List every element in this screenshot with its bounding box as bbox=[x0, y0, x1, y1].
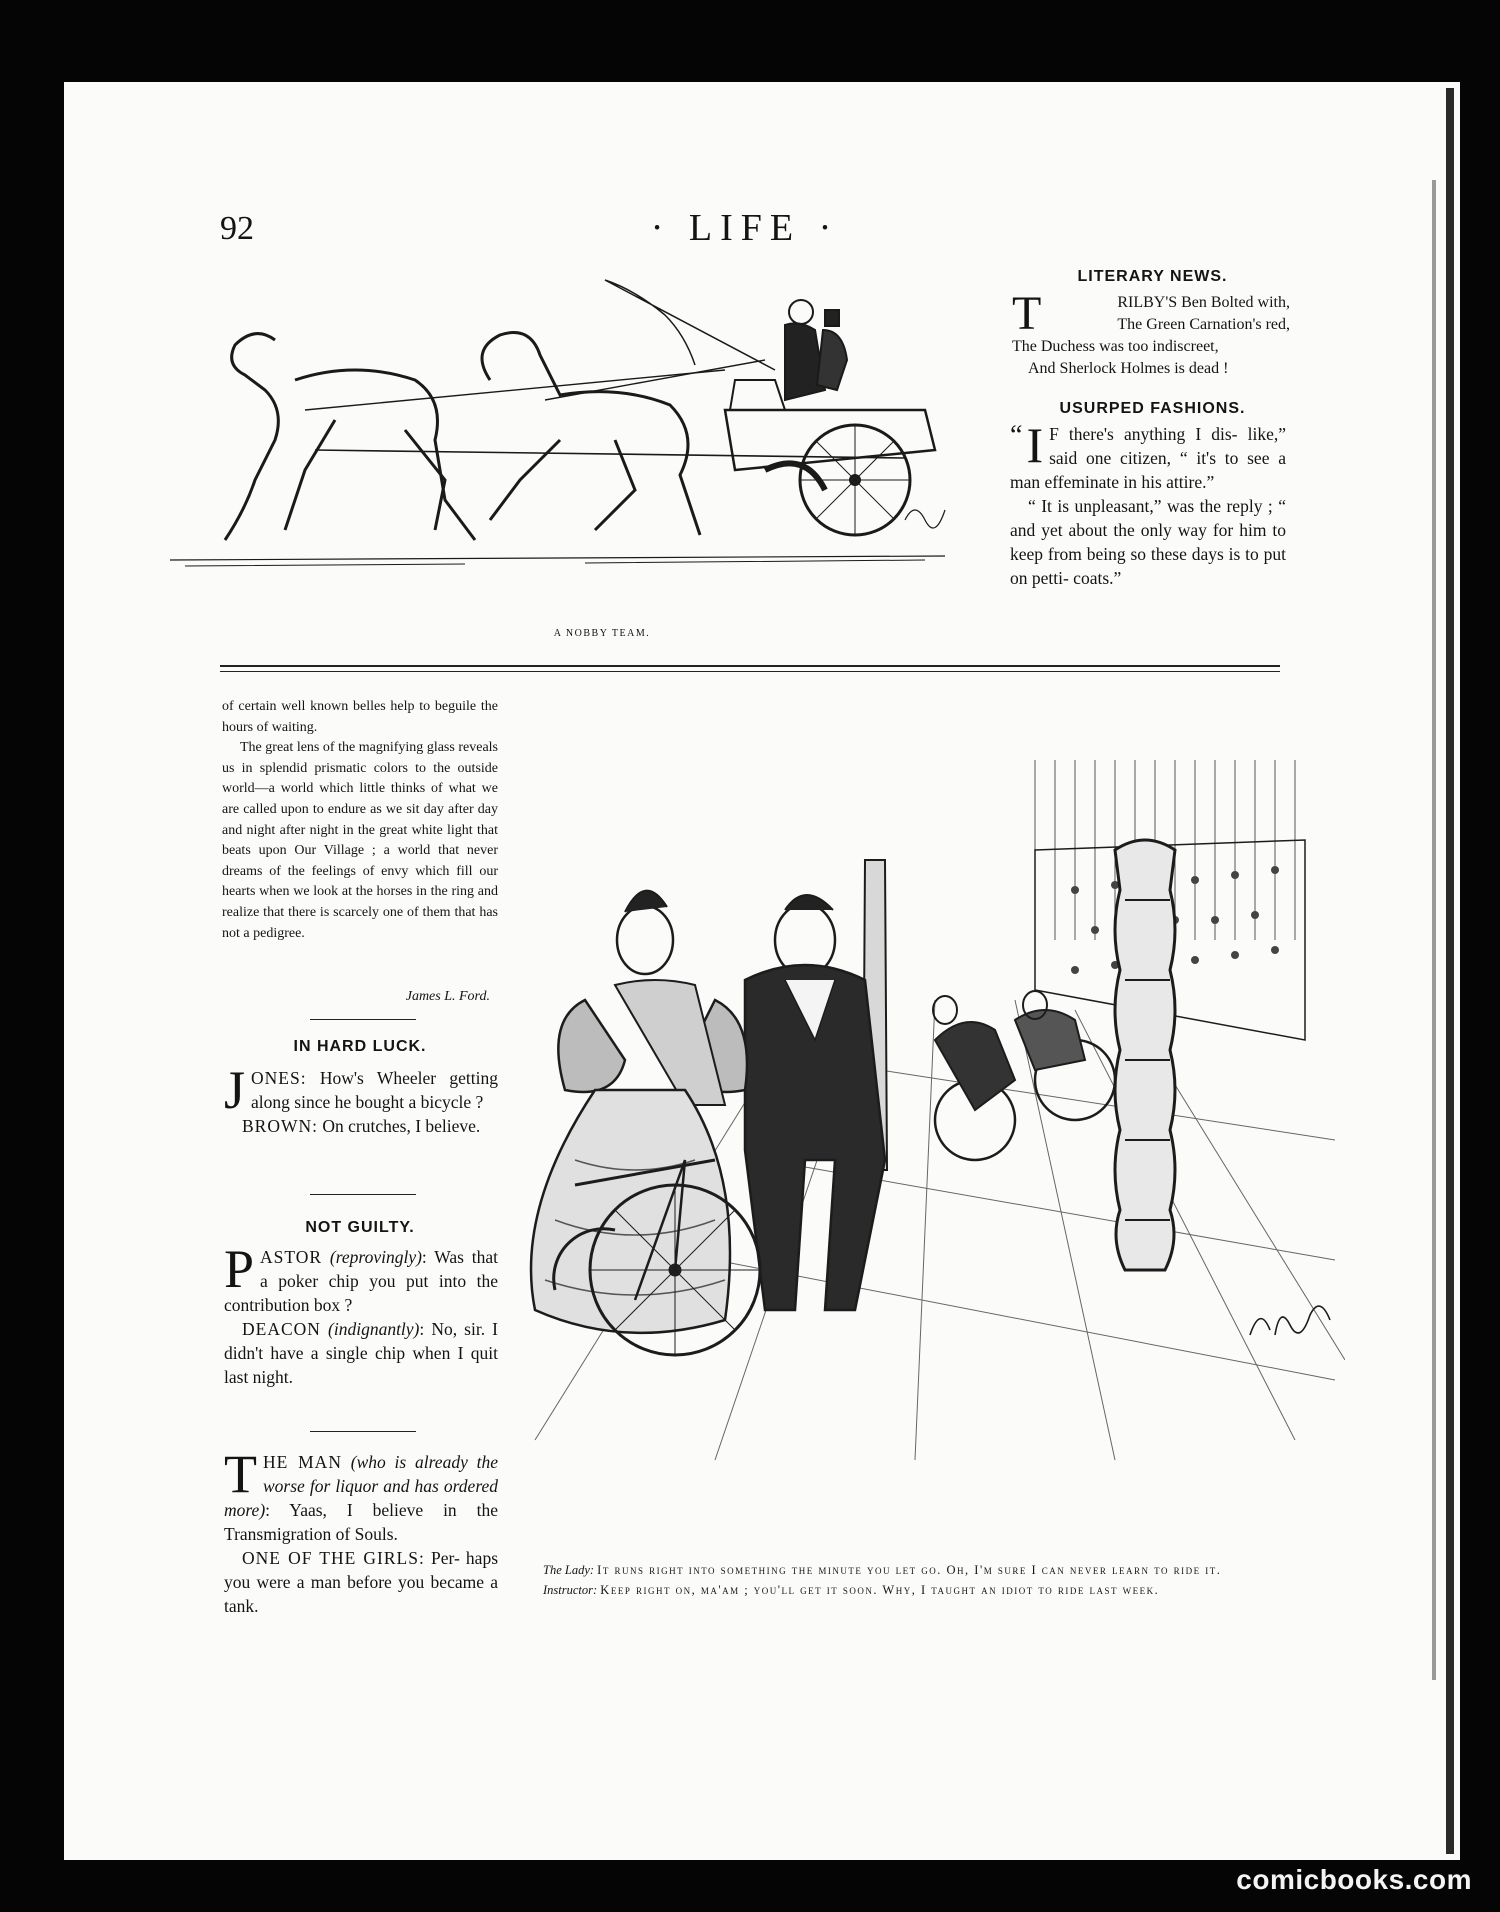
page-binding-edge bbox=[1446, 88, 1454, 1854]
caption-line-lady: The Lady: It runs right into something the minute you let go. Oh, I'm sure I can never learn to ride it. bbox=[543, 1563, 1222, 1577]
paragraph: DEACON (indignantly): No, sir. I didn't have a single chip when I quit last night. bbox=[224, 1319, 498, 1387]
section-divider bbox=[220, 665, 1280, 667]
drop-cap: J bbox=[224, 1060, 246, 1120]
hard-luck-text bbox=[224, 1060, 498, 1138]
poem-line: And Sherlock Holmes is dead ! bbox=[1028, 360, 1229, 377]
paragraph: of certain well known belles help to beguile the hours of waiting. bbox=[222, 699, 498, 735]
poem-line: RILBY'S Ben Bolted with, bbox=[1117, 294, 1290, 311]
literary-news-heading: LITERARY NEWS. bbox=[1077, 268, 1228, 285]
carriage-illustration bbox=[165, 270, 955, 580]
drop-cap: T bbox=[1012, 287, 1042, 340]
poem-line: The Duchess was too indiscreet, bbox=[1012, 338, 1219, 355]
ford-article bbox=[222, 697, 498, 944]
short-divider bbox=[310, 1431, 416, 1432]
hard-luck-heading: IN HARD LUCK. bbox=[293, 1038, 427, 1055]
paragraph: ONE OF THE GIRLS: Per- haps you were a man before you became a tank. bbox=[224, 1548, 499, 1616]
short-divider bbox=[310, 1019, 416, 1020]
paragraph: P ASTOR (reprovingly): Was that a poker chip you put into the contribution box ? bbox=[224, 1239, 498, 1315]
the-man-text bbox=[224, 1444, 499, 1618]
paragraph: J ONES: How's Wheeler getting along since he bought a bicycle ? bbox=[224, 1060, 498, 1120]
caption-line-instructor: Instructor: Keep right on, ma'am ; you'll get it soon. Why, I taught an idiot to ride last week. bbox=[543, 1583, 1160, 1597]
page-fold-line bbox=[1432, 180, 1436, 1680]
top-illustration-caption: A NOBBY TEAM. bbox=[553, 628, 651, 639]
short-divider bbox=[310, 1194, 416, 1195]
not-guilty-text bbox=[224, 1239, 498, 1389]
poem-line: The Green Carnation's red, bbox=[1117, 316, 1290, 333]
watermark: comicbooks.com bbox=[1236, 1864, 1472, 1895]
paragraph: BROWN: On crutches, I believe. bbox=[242, 1116, 481, 1136]
masthead-title: · LIFE · bbox=[650, 207, 840, 249]
section-divider bbox=[220, 671, 1280, 672]
paragraph: “ It is unpleasant,” was the reply ; “ and yet about the only way for him to keep from being so these days is to put on petti- coats.” bbox=[1010, 496, 1286, 588]
usurped-fashions-text bbox=[1010, 417, 1286, 590]
usurped-fashions-heading: USURPED FASHIONS. bbox=[1059, 400, 1246, 417]
bicycle-caption bbox=[525, 1560, 1295, 1600]
author-signature: James L. Ford. bbox=[405, 989, 490, 1004]
not-guilty-heading: NOT GUILTY. bbox=[305, 1219, 415, 1236]
page-number: 92 bbox=[220, 210, 254, 247]
drop-cap: T bbox=[224, 1444, 257, 1504]
bicycle-lesson-illustration bbox=[515, 740, 1345, 1480]
paragraph: T HE MAN (who is already the worse for liquor and has ordered more): Yaas, I believe in the Transmigration of Souls. bbox=[224, 1444, 499, 1544]
paragraph: “ I F there's anything I dis- like,” said one citizen, “ it's to see a man effeminate in his attire.” bbox=[1010, 417, 1286, 492]
drop-cap: I bbox=[1026, 417, 1044, 473]
open-quote: “ bbox=[1010, 420, 1023, 451]
paragraph: The great lens of the magnifying glass reveals us in splendid prismatic colors to the outside world—a world which little thinks of what we are called upon to endure as we sit day after day and night after night in the great white light that beats upon Our Village ; a world that never dreams of the feelings of envy which fill our hearts when we look at the horses in the ring and realize that there is scarcely one of them that has not a pedigree. bbox=[222, 740, 498, 941]
drop-cap: P bbox=[224, 1239, 255, 1299]
literary-news-poem bbox=[1012, 287, 1290, 380]
